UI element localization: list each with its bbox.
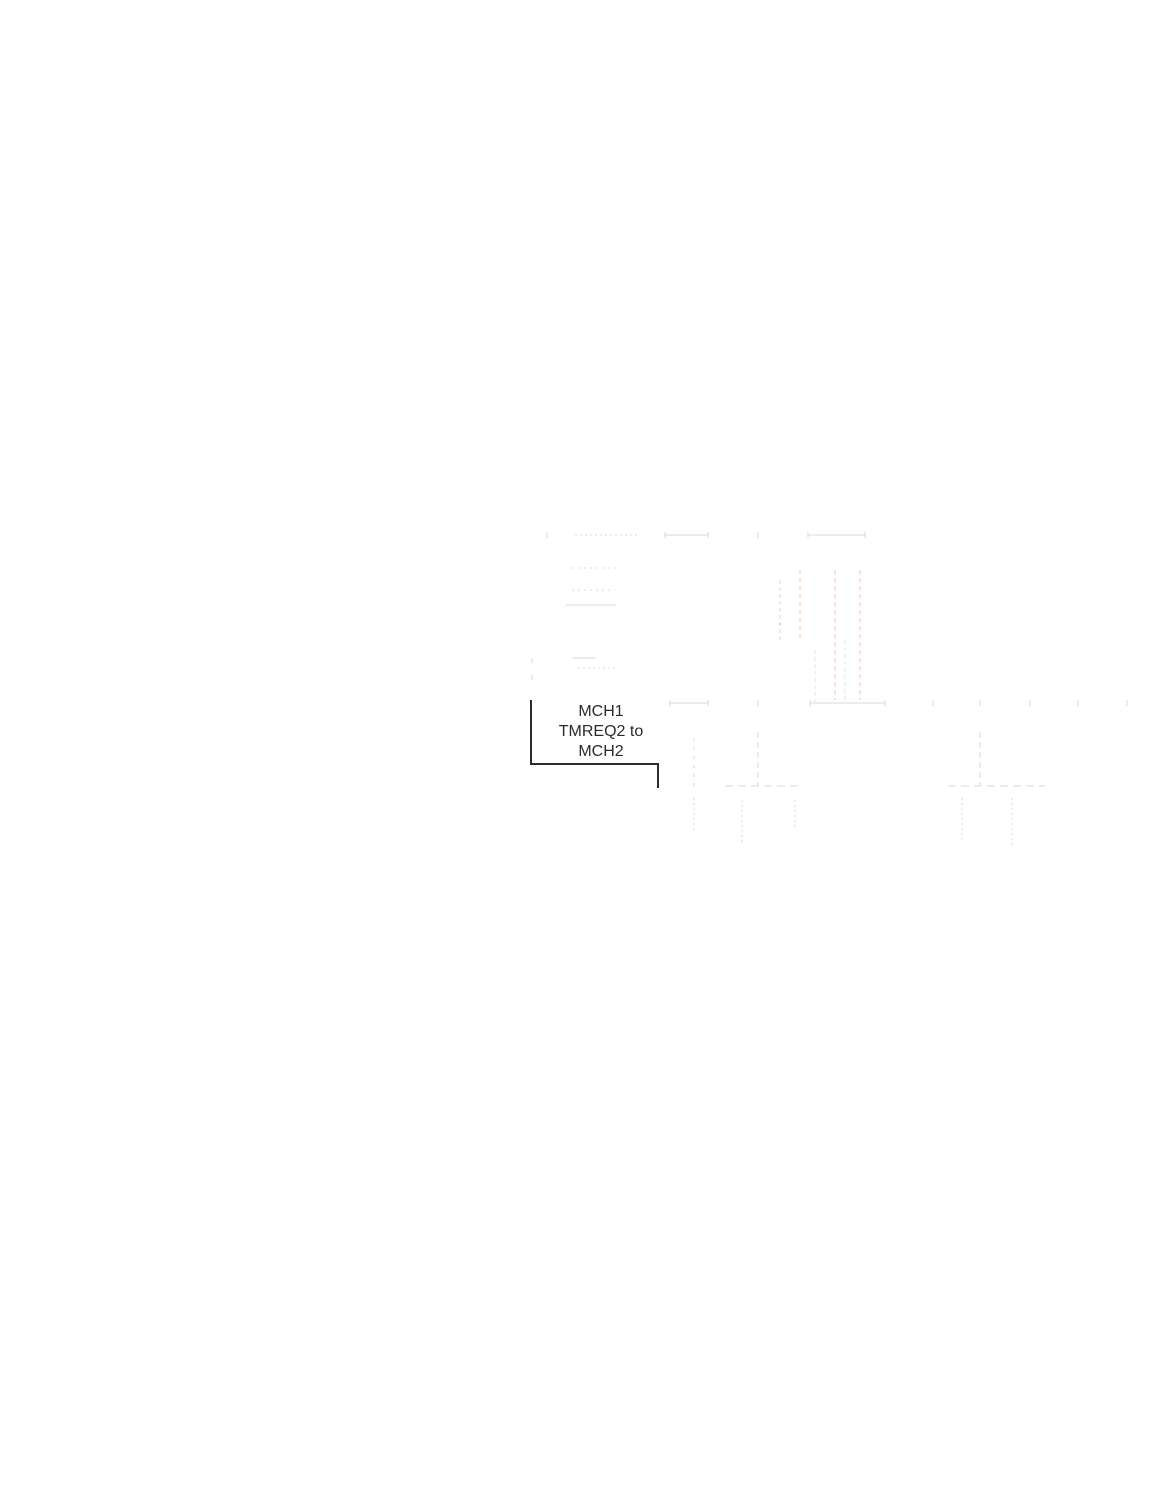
block-label-line-3: MCH2 [578, 743, 624, 760]
bracket-bottom-line [530, 763, 659, 765]
block-label [540, 702, 662, 762]
block-label-line-1: MCH1 [578, 703, 624, 720]
block-label-line-2: TMREQ2 to [558, 723, 644, 740]
bracket-left-line [530, 700, 532, 765]
bracket-right-line [657, 763, 659, 788]
